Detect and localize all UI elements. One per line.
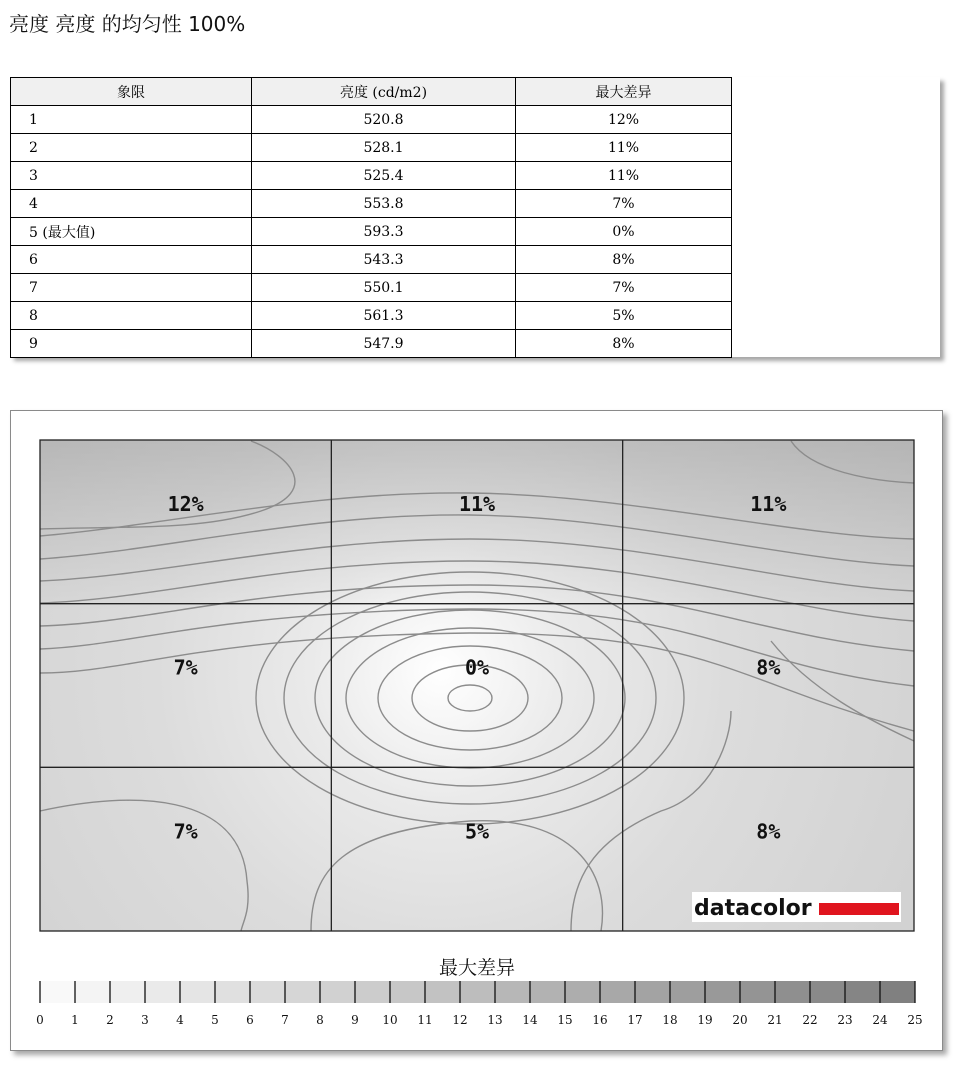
legend-swatch xyxy=(285,981,321,1003)
legend-swatch xyxy=(460,981,496,1003)
cell-max-diff: 11% xyxy=(516,162,732,190)
cell-max-diff: 5% xyxy=(516,302,732,330)
cell-luminance: 553.8 xyxy=(252,190,516,218)
cell-quadrant: 3 xyxy=(11,162,252,190)
legend-tick-label: 20 xyxy=(732,1013,748,1027)
legend-tick-label: 10 xyxy=(382,1013,398,1027)
table-header-row xyxy=(11,78,732,106)
cell-luminance: 593.3 xyxy=(252,218,516,246)
cell-quadrant: 5 (最大值) xyxy=(11,218,252,246)
legend-swatch xyxy=(775,981,811,1003)
legend-tick-label: 17 xyxy=(627,1013,643,1027)
cell-quadrant: 2 xyxy=(11,134,252,162)
table-row xyxy=(11,330,732,358)
legend-tick-label: 13 xyxy=(487,1013,503,1027)
legend-swatch xyxy=(145,981,181,1003)
cell-max-diff: 7% xyxy=(516,190,732,218)
legend-swatch xyxy=(355,981,391,1003)
legend-tick-label: 11 xyxy=(417,1013,433,1027)
quadrant-label: 0% xyxy=(464,655,490,680)
page-title: 亮度 亮度 的均匀性 100% xyxy=(9,12,246,36)
legend-tick-label: 6 xyxy=(246,1013,254,1027)
legend-tick-label: 7 xyxy=(281,1013,289,1027)
cell-quadrant: 4 xyxy=(11,190,252,218)
legend-tick-label: 21 xyxy=(767,1013,783,1027)
legend-tick-label: 5 xyxy=(211,1013,219,1027)
cell-luminance: 528.1 xyxy=(252,134,516,162)
legend-swatch xyxy=(75,981,111,1003)
logo-red-bar xyxy=(819,903,899,915)
cell-quadrant: 1 xyxy=(11,106,252,134)
cell-max-diff: 8% xyxy=(516,330,732,358)
cell-luminance: 547.9 xyxy=(252,330,516,358)
legend-tick-label: 9 xyxy=(351,1013,359,1027)
uniformity-table xyxy=(10,77,732,358)
legend-tick-label: 25 xyxy=(907,1013,923,1027)
table-row xyxy=(11,106,732,134)
cell-max-diff: 8% xyxy=(516,246,732,274)
legend-swatch xyxy=(565,981,601,1003)
cell-quadrant: 9 xyxy=(11,330,252,358)
datacolor-logo xyxy=(692,892,901,922)
legend-tick-label: 2 xyxy=(106,1013,114,1027)
legend-swatch xyxy=(705,981,741,1003)
cell-quadrant: 8 xyxy=(11,302,252,330)
quadrant-label: 7% xyxy=(173,819,198,844)
table-row xyxy=(11,274,732,302)
legend-tick-label: 14 xyxy=(522,1013,538,1027)
legend-tick-label: 18 xyxy=(662,1013,678,1027)
header-quadrant: 象限 xyxy=(11,78,252,106)
legend-swatch xyxy=(425,981,461,1003)
cell-quadrant: 7 xyxy=(11,274,252,302)
header-luminance: 亮度 (cd/m2) xyxy=(252,78,516,106)
cell-luminance: 520.8 xyxy=(252,106,516,134)
legend-tick-label: 3 xyxy=(141,1013,149,1027)
quadrant-label: 11% xyxy=(750,492,787,516)
uniformity-table-card xyxy=(10,77,940,357)
quadrant-label: 7% xyxy=(173,655,198,680)
legend-tick-label: 8 xyxy=(316,1013,324,1027)
legend-tick-label: 0 xyxy=(36,1013,44,1027)
cell-max-diff: 12% xyxy=(516,106,732,134)
legend-title: 最大差异 xyxy=(438,957,516,979)
legend-swatch xyxy=(390,981,426,1003)
legend-tick-label: 16 xyxy=(592,1013,608,1027)
cell-quadrant: 6 xyxy=(11,246,252,274)
table-row xyxy=(11,190,732,218)
legend-swatch xyxy=(250,981,286,1003)
legend-swatch xyxy=(600,981,636,1003)
cell-luminance: 550.1 xyxy=(252,274,516,302)
table-row xyxy=(11,302,732,330)
legend-tick-label: 23 xyxy=(837,1013,853,1027)
uniformity-heatmap xyxy=(11,411,942,1050)
table-row xyxy=(11,246,732,274)
table-row xyxy=(11,218,732,246)
legend-swatch xyxy=(320,981,356,1003)
quadrant-label: 5% xyxy=(464,819,490,844)
legend-tick-label: 12 xyxy=(452,1013,468,1027)
quadrant-label: 8% xyxy=(756,655,781,680)
legend-swatch xyxy=(530,981,566,1003)
cell-luminance: 561.3 xyxy=(252,302,516,330)
legend-tick-label: 4 xyxy=(176,1013,184,1027)
quadrant-label: 8% xyxy=(756,819,781,844)
legend-swatch xyxy=(810,981,846,1003)
logo-text: datacolor xyxy=(694,896,812,921)
legend-tick-label: 24 xyxy=(872,1013,888,1027)
cell-max-diff: 7% xyxy=(516,274,732,302)
cell-luminance: 525.4 xyxy=(252,162,516,190)
quadrant-label: 12% xyxy=(167,492,204,516)
legend-swatch xyxy=(880,981,916,1003)
cell-max-diff: 0% xyxy=(516,218,732,246)
uniformity-chart-card xyxy=(10,410,943,1051)
legend-swatch xyxy=(740,981,776,1003)
legend-tick-label: 15 xyxy=(557,1013,573,1027)
legend-tick-label: 22 xyxy=(802,1013,818,1027)
legend-swatch xyxy=(40,981,76,1003)
legend-swatch xyxy=(180,981,216,1003)
legend-tick-label: 1 xyxy=(71,1013,79,1027)
legend-swatch xyxy=(495,981,531,1003)
legend-swatch xyxy=(635,981,671,1003)
cell-max-diff: 11% xyxy=(516,134,732,162)
legend-swatch xyxy=(215,981,251,1003)
legend-swatch xyxy=(670,981,706,1003)
table-row xyxy=(11,162,732,190)
cell-luminance: 543.3 xyxy=(252,246,516,274)
legend-tick-label: 19 xyxy=(697,1013,713,1027)
table-row xyxy=(11,134,732,162)
quadrant-label: 11% xyxy=(458,492,496,516)
legend-swatch xyxy=(845,981,881,1003)
legend-swatch xyxy=(110,981,146,1003)
header-max-diff: 最大差异 xyxy=(516,78,732,106)
